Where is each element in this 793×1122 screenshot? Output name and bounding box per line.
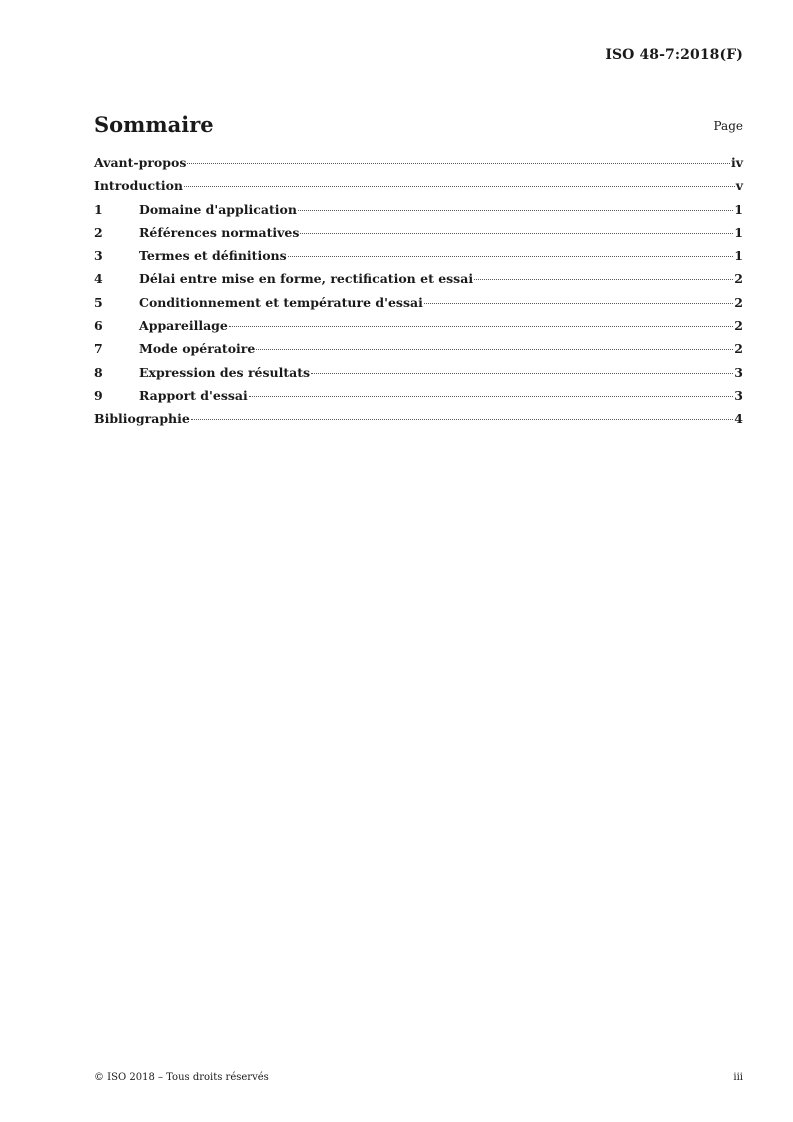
toc-entry-label: Délai entre mise en forme, rectification et essai <box>139 271 474 287</box>
toc-entry-page: 2 <box>734 341 743 357</box>
toc-dot-leader <box>474 279 733 280</box>
toc-dot-leader <box>187 163 730 164</box>
toc-dot-leader <box>249 396 734 397</box>
toc-entry-label: Bibliographie <box>94 411 190 427</box>
toc-entry[interactable] <box>94 295 743 318</box>
page-title: Sommaire <box>94 112 214 137</box>
toc-entry-label: Rapport d'essai <box>139 387 248 403</box>
toc-entry-label: Références normatives <box>139 224 300 240</box>
toc-dot-leader <box>191 419 733 420</box>
toc-entry-page: 3 <box>734 387 743 403</box>
toc-entry-page: 1 <box>734 248 743 264</box>
toc-entry[interactable] <box>94 271 743 294</box>
toc-entry[interactable] <box>94 365 743 388</box>
toc-entry[interactable] <box>94 318 743 341</box>
toc-entry-page: 2 <box>734 294 743 310</box>
document-reference: ISO 48-7:2018(F) <box>605 47 743 63</box>
toc-entry-number: 4 <box>94 271 103 287</box>
toc-dot-leader <box>184 186 735 187</box>
toc-entry-page: iv <box>730 155 743 170</box>
table-of-contents <box>94 155 743 435</box>
toc-entry-page: 1 <box>734 224 743 240</box>
toc-entry[interactable] <box>94 225 743 248</box>
toc-entry-number: 8 <box>94 364 103 380</box>
toc-dot-leader <box>229 326 733 327</box>
toc-entry-label: Appareillage <box>139 318 228 334</box>
toc-dot-leader <box>311 373 733 374</box>
toc-entry[interactable] <box>94 248 743 271</box>
toc-entry-page: 2 <box>734 271 743 287</box>
toc-title-row <box>94 112 743 142</box>
toc-entry-number: 6 <box>94 318 103 334</box>
toc-dot-leader <box>424 303 733 304</box>
toc-dot-leader <box>298 210 733 211</box>
toc-entry-number: 5 <box>94 294 103 310</box>
toc-entry-label: Domaine d'application <box>139 201 297 217</box>
toc-entry-number: 3 <box>94 248 103 264</box>
toc-entry-page: v <box>735 178 743 194</box>
copyright-notice: © ISO 2018 – Tous droits réservés <box>94 1072 269 1083</box>
toc-entry-number: 1 <box>94 201 103 217</box>
toc-entry[interactable] <box>94 178 743 201</box>
toc-dot-leader <box>300 233 733 234</box>
page-number: iii <box>733 1072 743 1083</box>
toc-entry-label: Expression des résultats <box>139 364 311 380</box>
toc-entry[interactable] <box>94 411 743 434</box>
page-column-label: Page <box>713 119 743 133</box>
toc-entry-label: Introduction <box>94 178 184 194</box>
toc-entry-page: 3 <box>734 364 743 380</box>
toc-entry-number: 7 <box>94 341 103 357</box>
toc-entry[interactable] <box>94 202 743 225</box>
toc-entry[interactable] <box>94 341 743 364</box>
toc-entry-page: 2 <box>734 318 743 334</box>
toc-dot-leader <box>256 349 733 350</box>
toc-entry[interactable] <box>94 155 743 178</box>
toc-dot-leader <box>288 256 734 257</box>
toc-entry-number: 2 <box>94 224 103 240</box>
toc-entry-number: 9 <box>94 387 103 403</box>
toc-entry-label: Mode opératoire <box>139 341 256 357</box>
toc-entry-label: Conditionnement et température d'essai <box>139 294 423 310</box>
toc-entry-page: 4 <box>734 411 743 427</box>
toc-entry-label: Termes et définitions <box>139 248 287 264</box>
toc-entry[interactable] <box>94 388 743 411</box>
toc-entry-page: 1 <box>734 201 743 217</box>
toc-entry-label: Avant-propos <box>94 155 187 170</box>
